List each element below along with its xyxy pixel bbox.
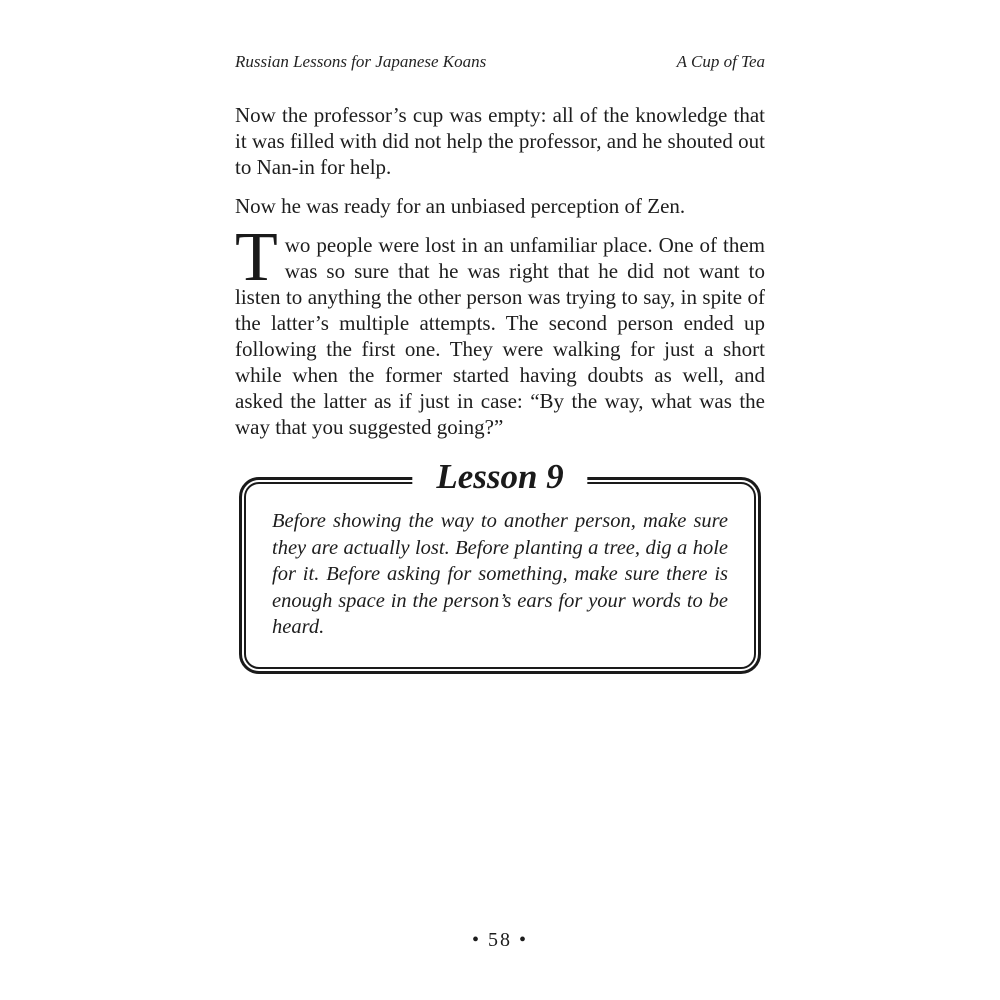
- lesson-callout: [235, 457, 765, 674]
- paragraph-two-people-text: wo people were lost in an unfamiliar place. One of them was so sure that he was right that he did not want to listen to anything the other person was trying to say, in spite of the latter’s multiple attempts. The second person ended up following the first one. They were walking for just a short while when the former started having doubts as well, and asked the latter as if just in case: “By the way, what was the way that you suggested going?”: [235, 233, 765, 439]
- running-header-book-title: Russian Lessons for Japanese Koans: [235, 52, 487, 71]
- main-text-column: [235, 102, 765, 674]
- paragraph-ready-for-zen: Now he was ready for an unbiased perception of Zen.: [235, 194, 686, 218]
- paragraph-professor-cup: Now the professor’s cup was empty: all of the knowledge that it was filled with did not help the professor, and he shouted out to Nan-in for help.: [235, 103, 765, 179]
- running-header: [235, 52, 765, 72]
- running-header-chapter-title: A Cup of Tea: [676, 52, 765, 71]
- page-number: • 58 •: [471, 929, 528, 951]
- lesson-title: Lesson 9: [412, 460, 587, 494]
- lesson-box-inner-border: [244, 482, 756, 669]
- lesson-text: Before showing the way to another person, make sure they are actually lost. Before planting a tree, dig a hole for it. Before asking for something, make sure there is enough space in the person’s ears for your words to be heard.: [272, 510, 728, 638]
- dropcap-initial: T: [235, 219, 278, 296]
- paragraph-two-people: [235, 219, 765, 440]
- lesson-box-outer-border: [239, 477, 761, 674]
